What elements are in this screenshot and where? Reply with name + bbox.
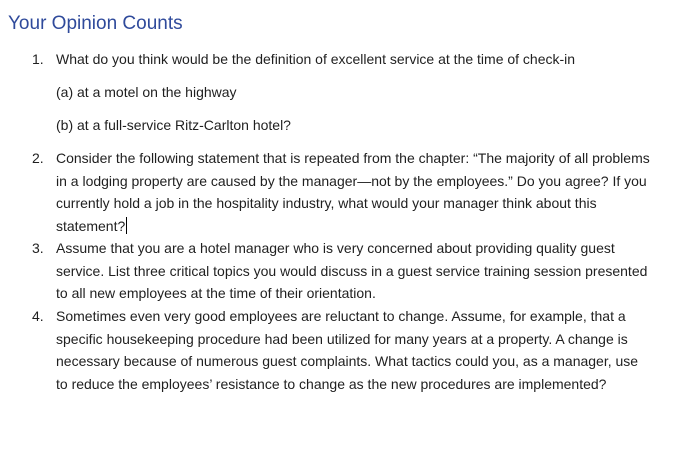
- question-text: Assume that you are a hotel manager who is very concerned about providing quality guest service. List three critical topics you would discuss in a guest service training session presented to all new employees at the time of their orientation.: [56, 240, 648, 301]
- question-text: Sometimes even very good employees are reluctant to change. Assume, for example, that a specific housekeeping procedure had been utilized for many years at a property. A change is necessary because of numerous guest complaints. What tactics could you, as a manager, use to reduce the employees’ resistance to change as the new procedures are implemented?: [56, 308, 639, 392]
- question-text: [56, 147, 652, 237]
- text-cursor: [126, 217, 127, 234]
- question-text-content: Consider the following statement that is repeated from the chapter: “The majority of all problems in a lodging property are caused by the manager—not by the employees.” Do you agree? If you currently hold a job in the hospitality industry, what would your manager think about this statement?: [56, 150, 650, 234]
- question-subitem: (a) at a motel on the highway: [56, 84, 237, 100]
- question-number: 3.: [32, 240, 44, 256]
- question-number: 2.: [32, 150, 44, 166]
- question-text: What do you think would be the definition of excellent service at the time of check-in: [56, 51, 576, 67]
- question-subitem: (b) at a full-service Ritz-Carlton hotel?: [56, 117, 291, 133]
- question-number: 1.: [32, 51, 44, 67]
- question-number: 4.: [32, 308, 44, 324]
- section-heading: Your Opinion Counts: [8, 13, 183, 34]
